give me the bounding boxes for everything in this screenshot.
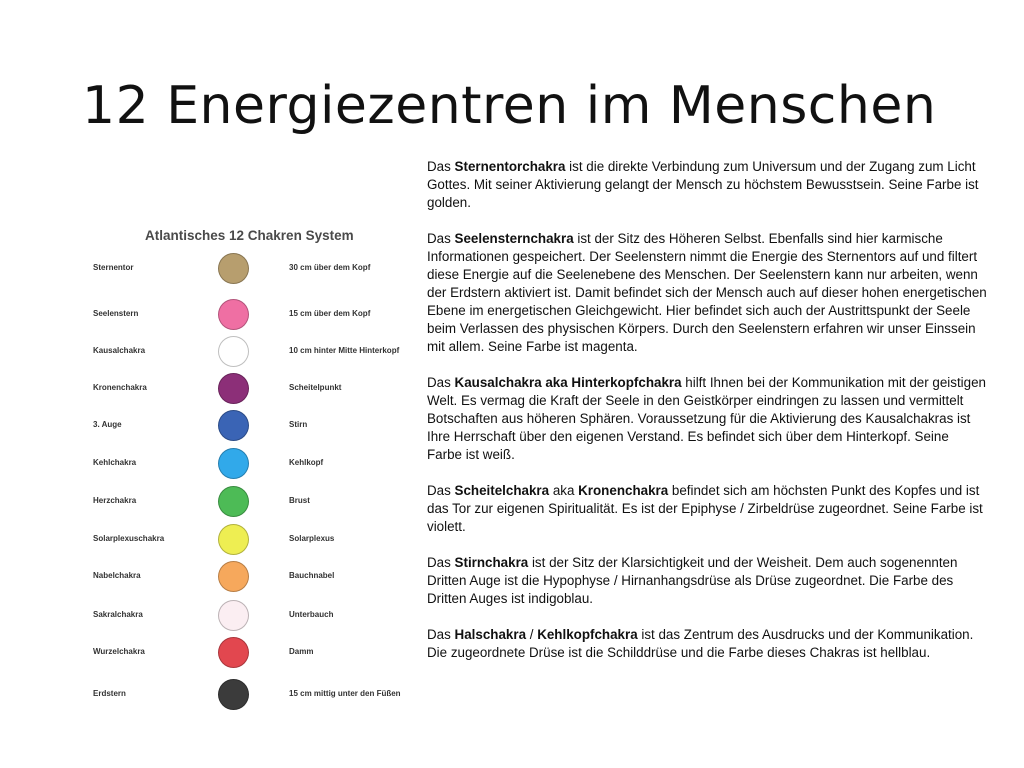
chakra-name: Nabelchakra bbox=[93, 571, 141, 580]
paragraph-kausalchakra: Das Kausalchakra aka Hinterkopfchakra hilft Ihnen bei der Kommunikation mit der geistigen Welt. Es vermag die Kraft der Seele in den Geistkörper eindringen zu lassen und vermittelt Botschaften aus höheren Sphären. Voraussetzung für die Aktivierung des Kausalchakras ist Ihre Herrschaft über den eigenen Verstand. Es befindet sich über dem Hinterkopf. Seine Farbe ist weiß. bbox=[427, 375, 986, 462]
paragraph-scheitelchakra: Das Scheitelchakra aka Kronenchakra befindet sich am höchsten Punkt des Kopfes und ist das Tor zur eigenen Spiritualität. Es ist der Epiphyse / Zirbeldrüse zugeordnet. Seine Farbe ist violett. bbox=[427, 483, 983, 534]
chakra-color-dot bbox=[218, 253, 249, 284]
chakra-location: Bauchnabel bbox=[289, 571, 335, 580]
chakra-name: Solarplexuschakra bbox=[93, 534, 165, 543]
chakra-name: 3. Auge bbox=[93, 420, 122, 429]
chakra-location: 30 cm über dem Kopf bbox=[289, 263, 371, 272]
paragraph-stirnchakra: Das Stirnchakra ist der Sitz der Klarsichtigkeit und der Weisheit. Dem auch sogenennten Dritten Auge ist die Hypophyse / Hirnanhangsdrüse als Drüse zugeordnet. Die Farbe des Dritten Auges ist indigoblau. bbox=[427, 555, 958, 606]
chakra-name: Kehlchakra bbox=[93, 458, 137, 467]
chakra-color-dot bbox=[218, 561, 249, 592]
chakra-location: 15 cm mittig unter den Füßen bbox=[289, 689, 401, 698]
paragraph-sternentor: Das Sternentorchakra ist die direkte Verbindung zum Universum und der Zugang zum Licht Gottes. Mit seiner Aktivierung gelangt der Mensch zu höchstem Bewusstsein. Seine Farbe ist golden. bbox=[427, 159, 979, 210]
chakra-row bbox=[82, 335, 416, 371]
chakra-location: Solarplexus bbox=[289, 534, 335, 543]
paragraph-halschakra: Das Halschakra / Kehlkopfchakra ist das Zentrum des Ausdrucks und der Kommunikation. Die zugeordnete Drüse ist die Schilddrüse und die Farbe dieses Chakras ist hellblau. bbox=[427, 627, 974, 660]
term: Kehlkopfchakra bbox=[537, 627, 638, 642]
chakra-color-dot bbox=[218, 410, 249, 441]
chakra-row bbox=[82, 485, 416, 521]
chakra-row bbox=[82, 447, 416, 483]
paragraph-seelenstern: Das Seelensternchakra ist der Sitz des Höheren Selbst. Ebenfalls sind hier karmische Informationen gespeichert. Der Seelenstern nimmt die Energie des Sternentors auf und filtert diese Energie auf die Seelenebene des Menschen. Der Seelenstern kann nur arbeiten, wenn der Erdstern aktiviert ist. Damit befindet sich der Mensch auch auf dieser hohen energetischen Ebene im energetischen Gleichgewicht. Hier befindet sich auch der Austrittspunkt der Seele beim Verlassen des physischen Körpers. Durch den Seelenstern erfahren wir unser Einssein mit allem. Seine Farbe ist magenta. bbox=[427, 231, 987, 354]
chakra-location: Brust bbox=[289, 496, 310, 505]
chakra-row bbox=[82, 252, 416, 288]
chakra-name: Herzchakra bbox=[93, 496, 137, 505]
chakra-color-dot bbox=[218, 336, 249, 367]
chakra-color-dot bbox=[218, 373, 249, 404]
chakra-name: Wurzelchakra bbox=[93, 647, 145, 656]
term: Kausalchakra aka Hinterkopfchakra bbox=[454, 375, 682, 390]
chakra-location: Stirn bbox=[289, 420, 308, 429]
description-text bbox=[427, 158, 987, 680]
chakra-row bbox=[82, 678, 416, 714]
chakra-location: Unterbauch bbox=[289, 610, 334, 619]
chakra-color-dot bbox=[218, 600, 249, 631]
chakra-name: Seelenstern bbox=[93, 309, 139, 318]
chakra-row bbox=[82, 409, 416, 445]
chakra-color-dot bbox=[218, 679, 249, 710]
chakra-name: Sternentor bbox=[93, 263, 134, 272]
chart-title: Atlantisches 12 Chakren System bbox=[145, 228, 354, 243]
chakra-row bbox=[82, 636, 416, 672]
term: Stirnchakra bbox=[454, 555, 529, 570]
chakra-row bbox=[82, 298, 416, 334]
chakra-location: 15 cm über dem Kopf bbox=[289, 309, 371, 318]
chakra-row bbox=[82, 523, 416, 559]
chakra-color-dot bbox=[218, 524, 249, 555]
chakra-location: Scheitelpunkt bbox=[289, 383, 342, 392]
chakra-name: Sakralchakra bbox=[93, 610, 143, 619]
chakra-location: Kehlkopf bbox=[289, 458, 324, 467]
chakra-row bbox=[82, 560, 416, 596]
chakra-location: Damm bbox=[289, 647, 314, 656]
term: Scheitelchakra bbox=[454, 483, 550, 498]
chakra-color-dot bbox=[218, 637, 249, 668]
term: Kronenchakra bbox=[578, 483, 669, 498]
chakra-name: Erdstern bbox=[93, 689, 126, 698]
slide-title: 12 Energiezentren im Menschen bbox=[82, 76, 937, 136]
term: Halschakra bbox=[454, 627, 527, 642]
chakra-color-dot bbox=[218, 448, 249, 479]
chakra-row bbox=[82, 372, 416, 408]
chakra-row bbox=[82, 599, 416, 635]
term: Seelensternchakra bbox=[454, 231, 574, 246]
chakra-color-dot bbox=[218, 299, 249, 330]
chakra-location: 10 cm hinter Mitte Hinterkopf bbox=[289, 346, 400, 355]
term: Sternentorchakra bbox=[454, 159, 566, 174]
chakra-name: Kronenchakra bbox=[93, 383, 147, 392]
chakra-color-dot bbox=[218, 486, 249, 517]
chakra-chart bbox=[82, 215, 416, 740]
chakra-name: Kausalchakra bbox=[93, 346, 146, 355]
